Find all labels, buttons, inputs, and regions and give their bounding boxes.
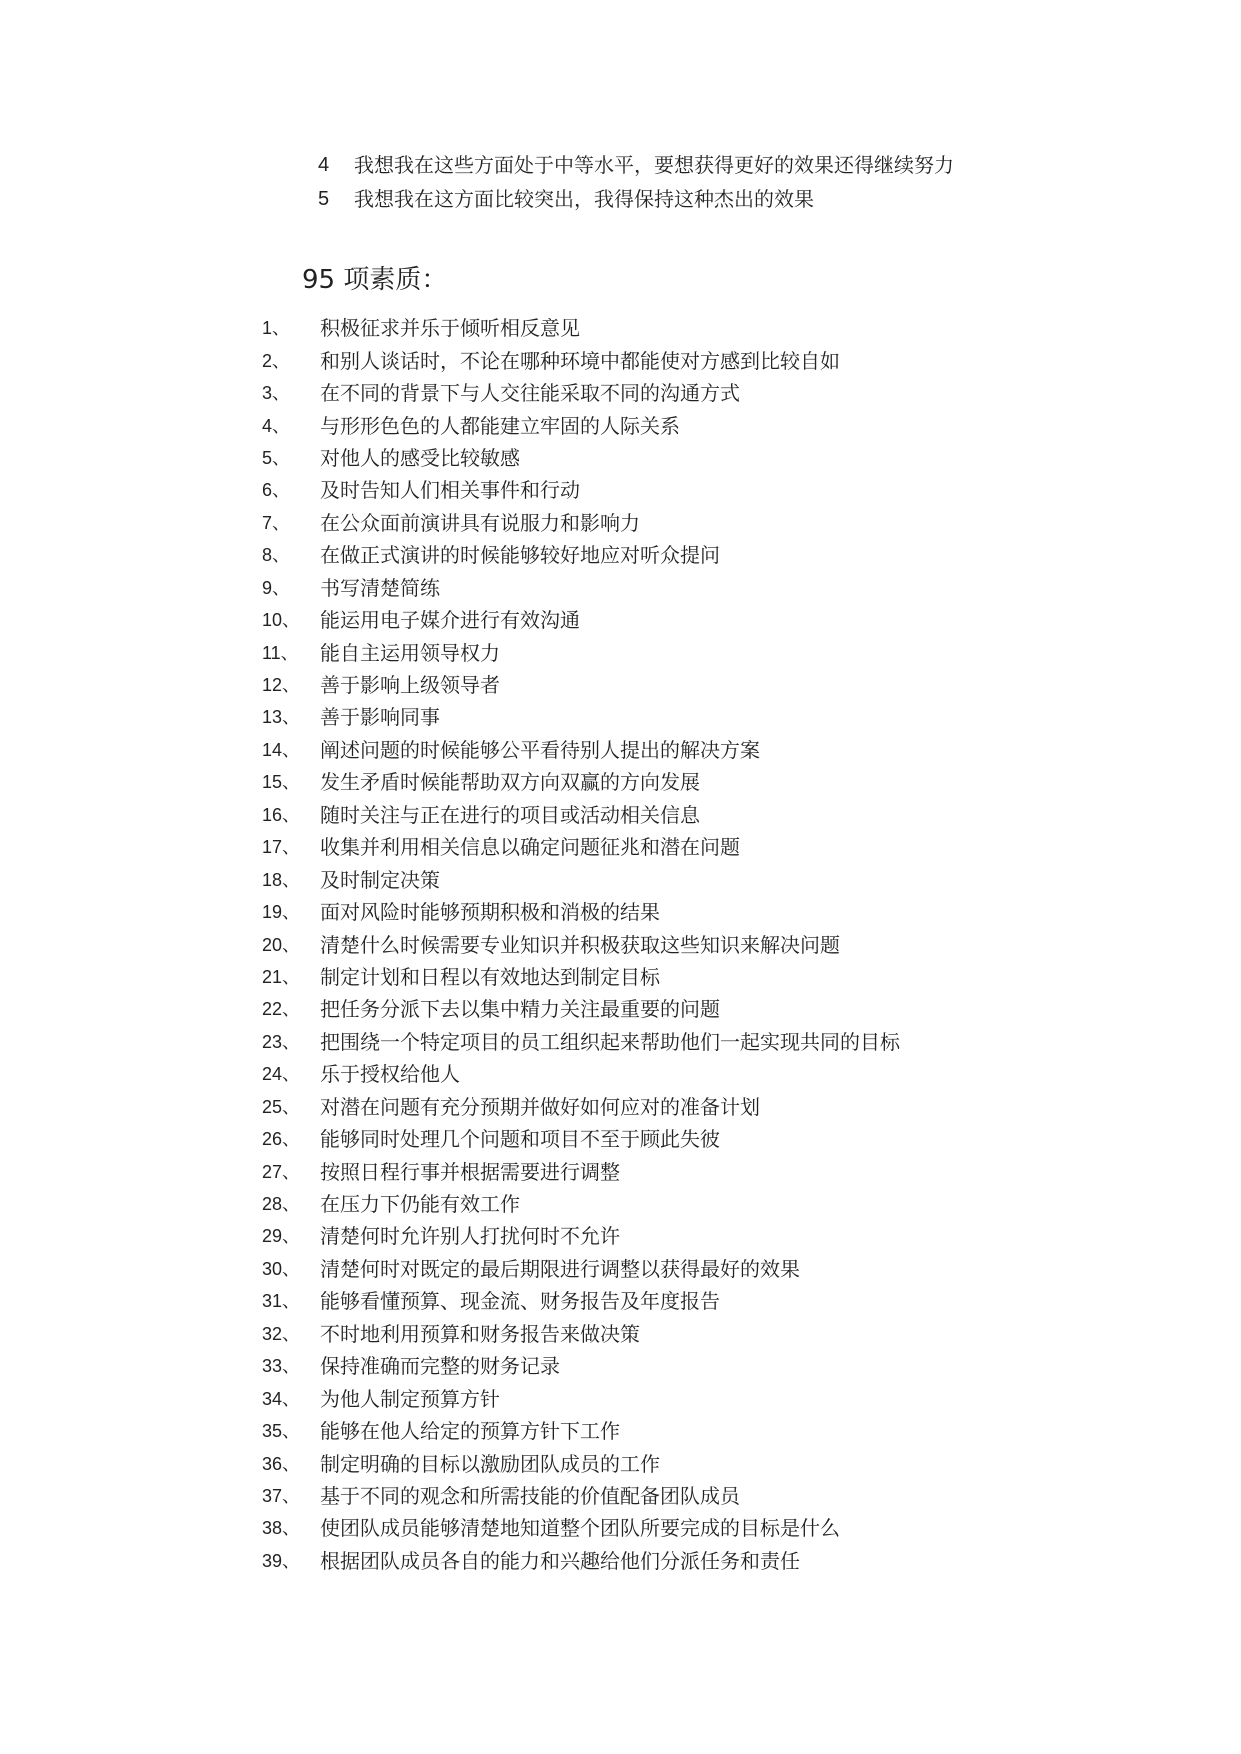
list-item-number: 15、	[262, 772, 301, 793]
rating-scale-text: 我想我在这些方面处于中等水平，要想获得更好的效果还得继续努力	[354, 153, 954, 177]
list-item	[262, 1155, 900, 1187]
list-item	[262, 539, 900, 571]
list-item-number: 27、	[262, 1161, 301, 1182]
list-item-text: 阐述问题的时候能够公平看待别人提出的解决方案	[320, 737, 760, 762]
rating-scale-list	[318, 148, 954, 216]
section-title: 95 项素质：	[302, 265, 448, 295]
list-item	[262, 636, 900, 668]
list-item-number: 23、	[262, 1031, 301, 1052]
list-item	[262, 1026, 900, 1058]
list-item-number: 20、	[262, 934, 301, 955]
list-item-number: 36、	[262, 1453, 301, 1474]
list-item-number: 26、	[262, 1129, 301, 1150]
list-item	[262, 312, 900, 344]
list-item	[262, 928, 900, 960]
list-item-text: 基于不同的观念和所需技能的价值配备团队成员	[320, 1483, 740, 1508]
list-item-text: 对他人的感受比较敏感	[320, 445, 520, 470]
list-item-text: 善于影响同事	[320, 705, 440, 730]
list-item-text: 面对风险时能够预期积极和消极的结果	[320, 900, 660, 925]
list-item-number: 19、	[262, 902, 301, 923]
list-item	[262, 734, 900, 766]
list-item-number: 9、	[262, 577, 291, 598]
list-item-number: 33、	[262, 1356, 301, 1377]
list-item-number: 30、	[262, 1258, 301, 1279]
list-item	[262, 1480, 900, 1512]
list-item	[262, 377, 900, 409]
list-item	[262, 474, 900, 506]
list-item-text: 能够同时处理几个问题和项目不至于顾此失彼	[320, 1127, 720, 1152]
list-item-text: 在公众面前演讲具有说服力和影响力	[320, 510, 640, 535]
list-item	[262, 1220, 900, 1252]
list-item-text: 清楚什么时候需要专业知识并积极获取这些知识来解决问题	[320, 932, 840, 957]
list-item	[262, 1447, 900, 1479]
list-item	[262, 1382, 900, 1414]
list-item	[262, 896, 900, 928]
list-item-number: 25、	[262, 1096, 301, 1117]
list-item-number: 18、	[262, 869, 301, 890]
list-item-text: 清楚何时对既定的最后期限进行调整以获得最好的效果	[320, 1256, 800, 1281]
list-item-number: 35、	[262, 1421, 301, 1442]
list-item-number: 21、	[262, 966, 301, 987]
list-item-text: 能自主运用领导权力	[320, 640, 500, 665]
list-item-text: 及时告知人们相关事件和行动	[320, 478, 580, 503]
list-item-number: 1、	[262, 318, 291, 339]
list-item-text: 随时关注与正在进行的项目或活动相关信息	[320, 802, 700, 827]
list-item-text: 善于影响上级领导者	[320, 673, 500, 698]
list-item-text: 对潜在问题有充分预期并做好如何应对的准备计划	[320, 1094, 760, 1119]
list-item-number: 32、	[262, 1323, 301, 1344]
list-item-text: 使团队成员能够清楚地知道整个团队所要完成的目标是什么	[320, 1516, 840, 1541]
list-item-text: 把围绕一个特定项目的员工组织起来帮助他们一起实现共同的目标	[320, 1029, 900, 1054]
list-item	[262, 604, 900, 636]
list-item	[262, 1188, 900, 1220]
list-item-text: 书写清楚简练	[320, 575, 440, 600]
qualities-list	[262, 312, 900, 1577]
list-item-number: 38、	[262, 1518, 301, 1539]
list-item-text: 为他人制定预算方针	[320, 1386, 500, 1411]
list-item-text: 收集并利用相关信息以确定问题征兆和潜在问题	[320, 835, 740, 860]
list-item-text: 制定明确的目标以激励团队成员的工作	[320, 1451, 660, 1476]
list-item-number: 22、	[262, 999, 301, 1020]
list-item	[262, 507, 900, 539]
list-item	[262, 1545, 900, 1577]
list-item-number: 2、	[262, 350, 291, 371]
rating-scale-number: 5	[318, 188, 330, 210]
list-item	[262, 961, 900, 993]
list-item-text: 发生矛盾时候能帮助双方向双赢的方向发展	[320, 770, 700, 795]
list-item	[262, 1350, 900, 1382]
list-item-number: 28、	[262, 1194, 301, 1215]
list-item	[262, 344, 900, 376]
list-item-text: 能运用电子媒介进行有效沟通	[320, 608, 580, 633]
list-item-text: 在不同的背景下与人交往能采取不同的沟通方式	[320, 381, 740, 406]
list-item-text: 根据团队成员各自的能力和兴趣给他们分派任务和责任	[320, 1548, 800, 1573]
list-item	[262, 1058, 900, 1090]
rating-scale-row	[318, 148, 954, 182]
list-item-text: 保持准确而完整的财务记录	[320, 1354, 560, 1379]
list-item-number: 4、	[262, 415, 291, 436]
list-item-number: 29、	[262, 1226, 301, 1247]
list-item-text: 能够看懂预算、现金流、财务报告及年度报告	[320, 1289, 720, 1314]
list-item-number: 24、	[262, 1064, 301, 1085]
list-item-text: 与形形色色的人都能建立牢固的人际关系	[320, 413, 680, 438]
list-item	[262, 799, 900, 831]
list-item-text: 不时地利用预算和财务报告来做决策	[320, 1321, 640, 1346]
list-item-number: 3、	[262, 383, 291, 404]
list-item	[262, 442, 900, 474]
list-item-number: 6、	[262, 480, 291, 501]
list-item	[262, 701, 900, 733]
list-item-text: 按照日程行事并根据需要进行调整	[320, 1159, 620, 1184]
list-item-number: 10、	[262, 610, 301, 631]
rating-scale-number: 4	[318, 154, 330, 176]
list-item-number: 39、	[262, 1550, 301, 1571]
list-item-text: 在做正式演讲的时候能够较好地应对听众提问	[320, 543, 720, 568]
list-item-text: 及时制定决策	[320, 867, 440, 892]
list-item-number: 11、	[262, 642, 299, 663]
list-item	[262, 831, 900, 863]
list-item-number: 13、	[262, 707, 301, 728]
list-item	[262, 1123, 900, 1155]
list-item-number: 34、	[262, 1388, 301, 1409]
list-item-text: 把任务分派下去以集中精力关注最重要的问题	[320, 997, 720, 1022]
list-item	[262, 766, 900, 798]
rating-scale-row	[318, 182, 954, 216]
list-item	[262, 572, 900, 604]
list-item-text: 能够在他人给定的预算方针下工作	[320, 1419, 620, 1444]
list-item	[262, 993, 900, 1025]
list-item	[262, 1415, 900, 1447]
list-item-number: 14、	[262, 739, 301, 760]
list-item-text: 和别人谈话时，不论在哪种环境中都能使对方感到比较自如	[320, 348, 840, 373]
list-item	[262, 1318, 900, 1350]
list-item-number: 8、	[262, 545, 291, 566]
list-item	[262, 1512, 900, 1544]
list-item-number: 37、	[262, 1485, 301, 1506]
list-item	[262, 409, 900, 441]
list-item	[262, 1091, 900, 1123]
list-item-number: 5、	[262, 447, 291, 468]
list-item-number: 17、	[262, 837, 301, 858]
list-item-text: 清楚何时允许别人打扰何时不允许	[320, 1224, 620, 1249]
list-item-text: 制定计划和日程以有效地达到制定目标	[320, 964, 660, 989]
list-item-text: 在压力下仍能有效工作	[320, 1192, 520, 1217]
list-item-number: 7、	[262, 512, 291, 533]
list-item	[262, 863, 900, 895]
list-item	[262, 669, 900, 701]
list-item-number: 16、	[262, 804, 301, 825]
list-item	[262, 1253, 900, 1285]
list-item-text: 积极征求并乐于倾听相反意见	[320, 316, 580, 341]
rating-scale-text: 我想我在这方面比较突出，我得保持这种杰出的效果	[354, 187, 814, 211]
list-item-number: 12、	[262, 675, 301, 696]
list-item	[262, 1285, 900, 1317]
list-item-number: 31、	[262, 1291, 301, 1312]
list-item-text: 乐于授权给他人	[320, 1062, 460, 1087]
